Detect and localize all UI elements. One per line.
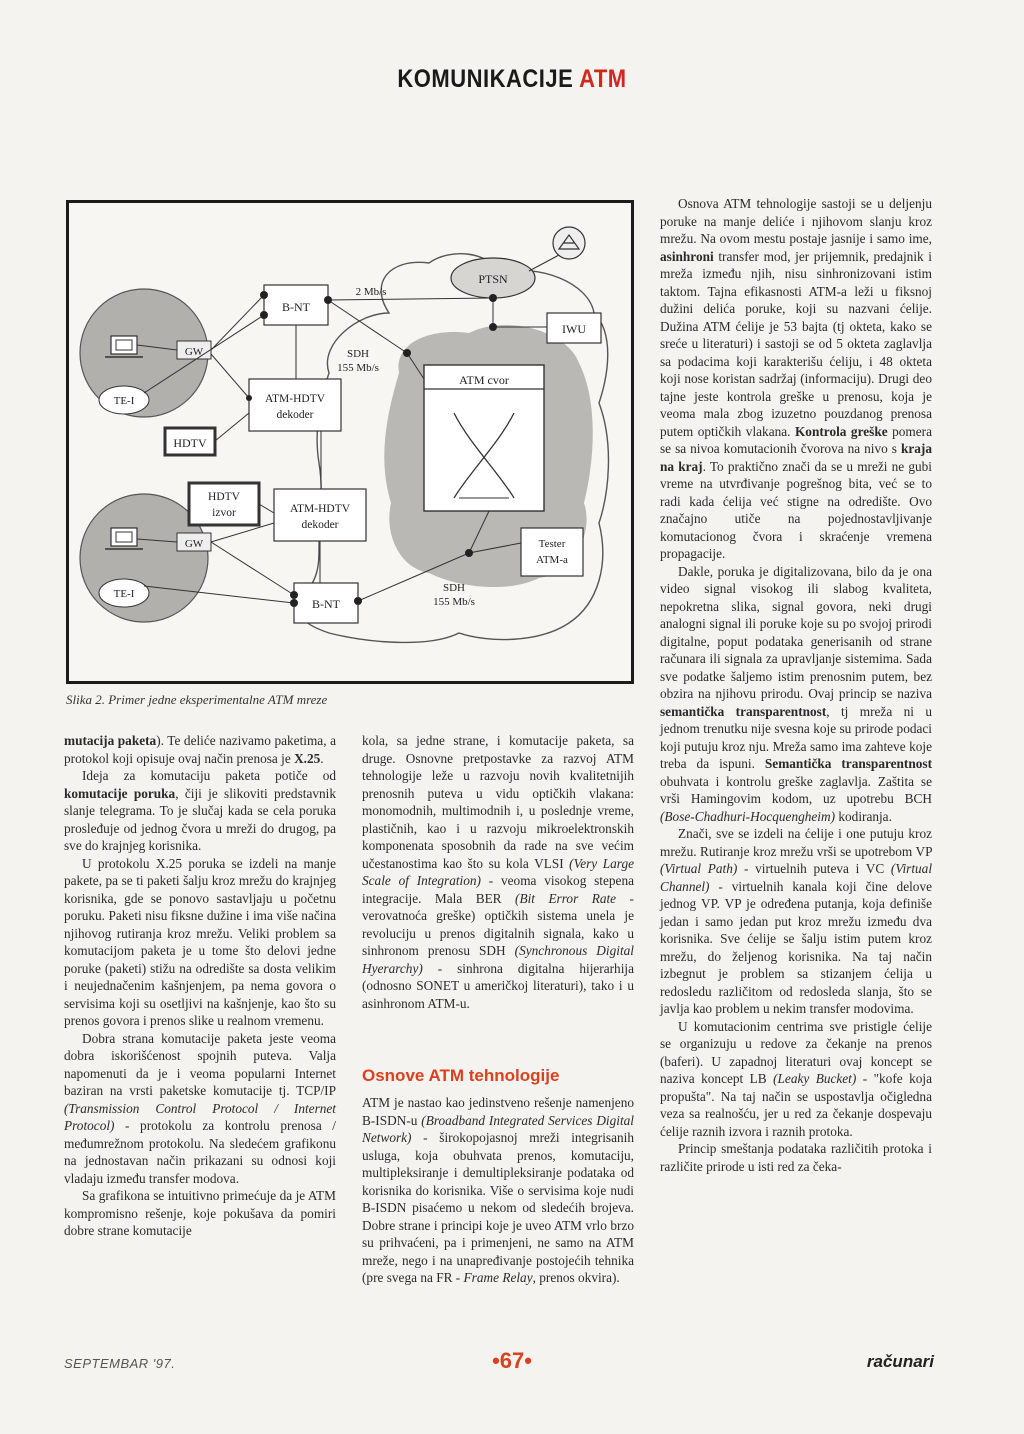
rate-2mb-label: 2 Mb/s xyxy=(355,286,387,298)
gw-top-label: GW xyxy=(184,346,204,358)
bnt-top-label: B-NT xyxy=(282,300,310,314)
bnt-bottom-label: B-NT xyxy=(312,597,340,611)
figure-caption: Slika 2. Primer jedne eksperimentalne ATM mreze xyxy=(66,692,328,707)
hdtv-source-label-1: HDTV xyxy=(208,491,240,503)
footer-date: SEPTEMBAR '97. xyxy=(64,1356,176,1371)
decoder-top-label-2: dekoder xyxy=(276,409,314,421)
section-title: Osnove ATM tehnologije xyxy=(362,1066,560,1085)
decoder-top-box xyxy=(249,379,341,431)
tester-label-2: ATM-a xyxy=(536,554,568,566)
decoder-bottom-label-2: dekoder xyxy=(301,519,339,531)
hdtv-source-label-2: izvor xyxy=(212,507,236,519)
atm-network-diagram xyxy=(66,200,634,684)
tei-bottom-label: TE-I xyxy=(113,588,135,600)
magazine-logo: računari xyxy=(866,1352,934,1371)
diagram-svg xyxy=(69,203,631,681)
decoder-bottom-box xyxy=(274,489,366,541)
iwu-label: IWU xyxy=(562,322,586,336)
sdh-bottom-label-1: SDH xyxy=(442,582,466,594)
article-column-3: Osnova ATM tehnologije sastoji se u deljenju poruke na manje deliće i njihovom slanju kroz mrežu. Na ovom mestu postaje jasnije i samo ime, asinhroni transfer mod, jer prijemnik, predajnik i mreža između njih, nisu sinhronizovani istim taktom. Tajna efikasnosti ATM-a leži u fiksnoj dužini delića poruke, koji su nazvani ćelije. Dužina ATM ćelije je 53 bajta (tj okteta, kako se sreće u literaturi) i sastoji se od 5 okteta zaglavlja sa podacima koji karakterišu ćeliju, i 48 okteta koji nose koristan sadržaj (informaciju). Drugi deo tajne jeste kontrola greške u prenosu, koja je veoma mala zbog izuzetno pouzdanog prenosa putem optičkih vlakana. Kontrola greške pomera se sa nivoa komutacionih čvorova na nivo s kraja na kraj. To praktično znači da se u mreži ne gubi vreme na utvrđivanje pogrešnog bita, već se to radi kada ćelija već stigne na odredište. Ovo značajno utiče na pojednostavljivanje komutacionog čvora i skraćenje vremena propagacije. Dakle, poruka je digitalizovana, bilo da je ona video signal visokog ili slabog kvaliteta, nepokretna slika, signal govora, neki drugi analogni signal ili poruke koje su po svojoj prirodi digitalne, poput podataka generisanih od strane računara ili signala za upravljanje sistemima. Sada sve podatke šaljemo istim prenosnim putem, bez obzira na njihovu prirodu. Ovaj princip se naziva semantička transparentnost, tj mreža ni u jednom trenutku nije svesna koje su prirode podaci koji putuju kroz nju. Mreža samo ima zahteve koje treba da ispuni. Semantička transparentnost obuhvata i kontrolu greške zaglavlja. Zaštita se vrši Hamingovim kodom, uz upotrebu BCH (Bose-Chadhuri-Hocquengheim) kodiranja. Znači, sve se izdeli na ćelije i one putuju kroz mrežu. Rutiranje kroz mrežu vrši se upotrebom VP (Virtual Path) - virtuelnih puteva i VC (Virtual Channel) - virtuelnih kanala koji čine delove jednog VP. VP je određena putanja, koja definiše jedan i samo jedan put kroz mrežu između dva korisnika. Sve ćelije se šalju istim putem kroz mrežu, do željenog korisnika. Na taj način izbegnut je problem sa stizanjem ćelija u redosledu različitom od redosleda slanja, što se javlja kao problem u nekim transfer modovima. U komutacionim centrima sve pristigle ćelije se organizuju u redove za čekanje na prenos (baferi). U zapadnoj literaturi ovaj koncept se naziva koncept LB (Leaky Bucket) - "kofe koja propušta". Na taj način se uspostavlja očigledna veza sa realnošću, jer u red za čekanje dospevaju ćelije raznih izvora i raznih protoka. Princip smeštanja podataka različitih protoka i različite prirode u isti red za čeka- xyxy=(660,196,933,1174)
ptsn-label: PTSN xyxy=(478,272,508,286)
sdh-top-label-1: SDH xyxy=(346,348,370,360)
gw-bottom-label: GW xyxy=(184,538,204,550)
decoder-top-label-1: ATM-HDTV xyxy=(264,393,326,405)
header-text: KOMUNIKACIJE xyxy=(397,64,580,93)
terminal-bottom-icon xyxy=(111,528,137,546)
article-column-2: kola, sa jedne strane, i komutacije paketa, sa druge. Osnovne pretpostavke za razvoj ATM tehnologije leže u razvoju novih kvalitetnijih prenosnih puteva u vidu optičkih vlakana: monomodnih, multimodnih i, u poslednje vreme, plastičnih, kao i u razvoju mikroelektronskih komponenata sposobnih da rade na sve većim učestanostima kao što su kola VLSI (Very Large Scale of Integration) - veoma visokog stepena integracije. Mala BER (Bit Error Rate - verovatnoća greške) optičkih sistema unela je revoluciju u prenos digitalnih signala, kako u sinhronom prenosu SDH (Synchronous Digital Hyerarchy) - sinhrona digitalna hijerarhija (odnosno SONET u američkoj literaturi), tako i u asinhronom ATM-u. xyxy=(362,733,634,1011)
article-column-2-section: ATM je nastao kao jedinstveno rešenje namenjeno B-ISDN-u (Broadband Integrated Services Digital Network) - širokopojasnoj mreži integrisanih usluga, koja obuhvata prenos, komutaciju, multipleksiranje i demultipleksiranje podataka od korisnika do korisnika. Više o servisima koje nudi B-ISDN pisaćemo u nekom od sledećih brojeva. Dobre strane i principi koje je uveo ATM vrlo brzo su prihvaćeni, pa i primenjeni, ne samo na ATM mreže, nego i na unapređivanje postojećih tehnika (pre svega na FR - Frame Relay, prenos okvira). xyxy=(362,1095,634,1285)
tei-top-label: TE-I xyxy=(113,395,135,407)
hdtv-label: HDTV xyxy=(173,436,207,450)
article-column-1: mutacija paketa). Te deliće nazivamo paketima, a protokol koji opisuje ovaj način prenosa je X.25. Ideja za komutaciju paketa potiče od komutacije poruka, čiji je slikoviti predstavnik slanje telegrama. To je slučaj kada se cela poruka prosleđuje od jednog čvora u mreži do drugog, pa sve do krajnjeg korisnika. U protokolu X.25 poruka se izdeli na manje pakete, pa se ti paketi šalju kroz mrežu do krajnjeg korisnika, gde se ponovo sastavljaju u početnu poruku. Paketi nisu fiksne dužine i ima više načina njihovog rutiranja kroz mrežu. Veliki problem sa komutacijom paketa je u tome što delovi jedne poruke (paketi) stižu na odredište sa dosta velikim i neujednačenim kašnjenjem, pa nema govora o servisima koji su osetljivi na kašnjenje, kao što su prenos govora i prenos slike u realnom vremenu. Dobra strana komutacije paketa jeste veoma dobra iskorišćenost spojnih puteva. Valja napomenuti da je i veoma popularni Internet baziran na vrsti paketske komutacije tj. TCP/IP (Transmission Control Protocol / Internet Protocol) - protokolu za kontrolu prenosa / međumrežnom protokolu. Na sledećem grafikonu na jednostavan način prikazani su odnosi koji vladaju između transfer modova. Sa grafikona se intuitivno primećuje da je ATM kompromisno rešenje, koje pokušava da pomiri dobre strane komutacije xyxy=(64,733,336,1238)
sdh-bottom-label-2: 155 Mb/s xyxy=(433,596,475,608)
page-header xyxy=(0,64,1024,94)
tester-box xyxy=(521,528,583,576)
decoder-bottom-label-1: ATM-HDTV xyxy=(289,503,351,515)
header-accent: ATM xyxy=(579,64,627,93)
page-number: •67• xyxy=(492,1348,532,1373)
atm-switch-label: ATM cvor xyxy=(459,373,509,387)
terminal-top-icon xyxy=(111,336,137,354)
sdh-top-label-2: 155 Mb/s xyxy=(337,362,379,374)
tester-label-1: Tester xyxy=(538,538,566,550)
